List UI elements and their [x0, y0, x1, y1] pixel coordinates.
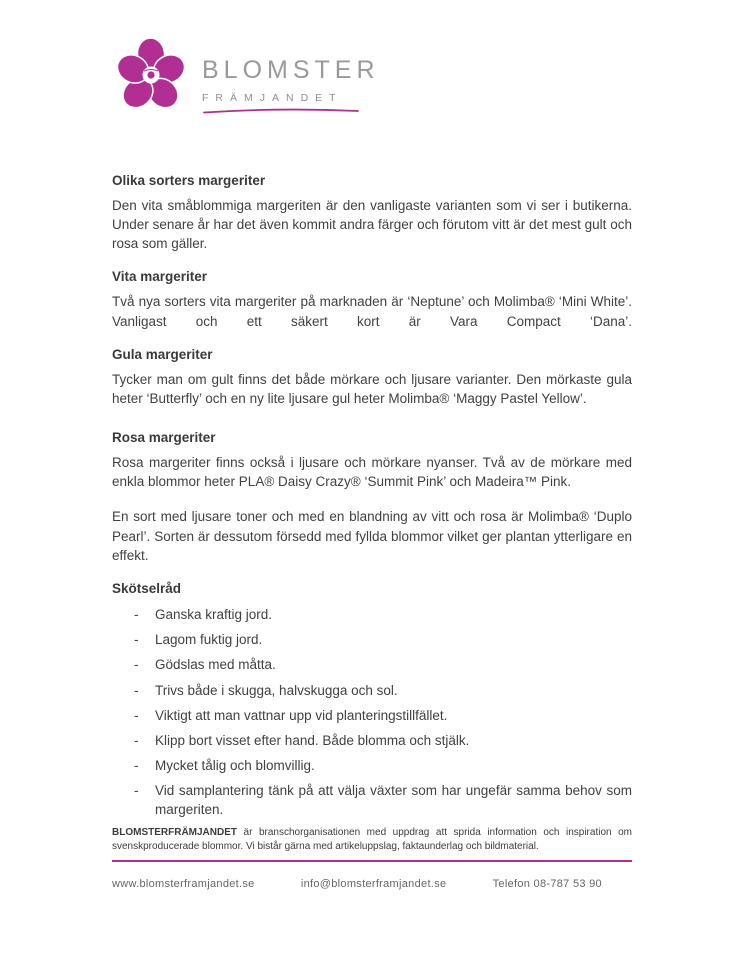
list-item — [134, 732, 632, 750]
list-item — [134, 757, 632, 775]
list-item — [134, 606, 632, 624]
section-heading: Olika sorters margeriter — [112, 173, 266, 188]
list-item-text: Mycket tålig och blomvillig. — [155, 758, 315, 774]
footer-about — [112, 826, 632, 854]
logo-underline — [202, 106, 360, 115]
section-heading: Rosa margeriter — [112, 430, 216, 446]
contact-row — [112, 878, 632, 890]
phone-text: Telefon 08-787 53 90 — [492, 877, 602, 890]
paragraph: Tycker man om gult finns det både mörkare och ljusare varianter. Den mörkaste gula heter ‘Butterfly’ och en ny lite ljusare gul heter Molimba® ‘Maggy Pastel Yellow’. — [112, 371, 632, 406]
bullet-dash: - — [134, 732, 139, 748]
bullet-dash: - — [134, 758, 139, 774]
list-item-text: Vid samplantering tänk på att välja växter som har ungefär samma behov som margeriten. — [155, 783, 632, 817]
logo — [118, 36, 632, 121]
footer — [112, 826, 632, 890]
list-item-text: Trivs både i skugga, halvskugga och sol. — [155, 682, 398, 698]
paragraph: Rosa margeriter finns också i ljusare och mörkare nyanser. Två av de mörkare med enkla blommor heter PLA® Daisy Crazy® ‘Summit Pink’ och Madeira™ Pink. — [112, 455, 632, 490]
content-section — [112, 581, 632, 819]
content-section — [112, 347, 632, 408]
bullet-dash: - — [134, 606, 139, 622]
list-item — [134, 631, 632, 649]
care-list — [134, 606, 632, 819]
footer-about-text: är branschorganisationen med uppdrag att sprida information och inspiration om svenskproducerade blommor. Vi bistår gärna med artikeluppslag, faktaunderlag och bildmaterial. — [112, 826, 632, 852]
list-item-text: Gödslas med måtta. — [155, 657, 276, 673]
footer-about-bold: BLOMSTERFRÄMJANDET — [112, 826, 237, 838]
list-item — [134, 656, 632, 674]
list-item-text: Klipp bort visset efter hand. Både blomma och stjälk. — [155, 732, 470, 748]
logo-text — [202, 36, 380, 115]
content-section — [112, 430, 632, 565]
content-section — [112, 173, 632, 253]
list-item — [134, 682, 632, 700]
section-heading: Gula margeriter — [112, 346, 213, 362]
flower-logo-icon — [118, 36, 186, 121]
paragraph: En sort med ljusare toner och med en blandning av vitt och rosa är Molimba® ‘Duplo Pearl’. Sorten är dessutom försedd med fyllda blommor vilket ger plantan ytterligare en effekt. — [112, 509, 632, 563]
bullet-dash: - — [134, 783, 139, 799]
brand-subname: FRÄMJANDET — [202, 92, 343, 104]
email-link[interactable]: info@blomsterframjandet.se — [300, 877, 447, 890]
list-item — [134, 782, 632, 818]
list-item-text: Ganska kraftig jord. — [155, 606, 273, 622]
brand-name: BLOMSTER — [202, 56, 380, 84]
footer-divider — [112, 860, 632, 862]
paragraph: Två nya sorters vita margeriter på marknaden är ‘Neptune’ och Molimba® ‘Mini White’. Vanligast och ett säkert kort är Vara Compact ‘Dana’. — [112, 294, 632, 329]
bullet-dash: - — [134, 682, 139, 698]
list-item-text: Viktigt att man vattnar upp vid planteringstillfället. — [155, 707, 448, 723]
bullet-dash: - — [134, 707, 139, 723]
bullet-dash: - — [134, 657, 139, 673]
paragraph: Den vita småblommiga margeriten är den vanligaste varianten som vi ser i butikerna. Under senare år har det även kommit andra färger och förutom vitt är det mest gult och rosa som gäller. — [112, 198, 632, 252]
bullet-dash: - — [134, 632, 139, 648]
content-section — [112, 269, 632, 330]
section-heading: Skötselråd — [112, 580, 182, 596]
section-heading: Vita margeriter — [112, 269, 208, 285]
list-item — [134, 707, 632, 725]
list-item-text: Lagom fuktig jord. — [155, 632, 263, 648]
website-link[interactable]: www.blomsterframjandet.se — [112, 877, 255, 890]
